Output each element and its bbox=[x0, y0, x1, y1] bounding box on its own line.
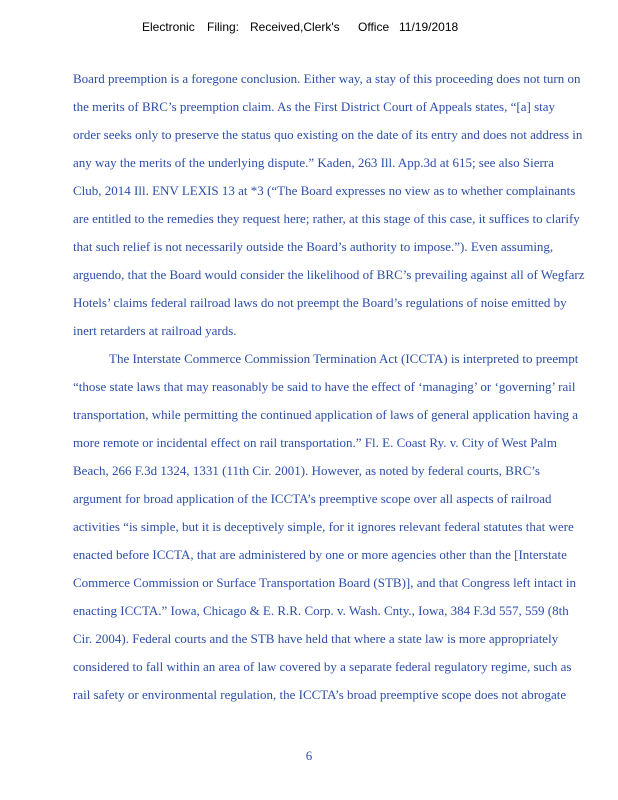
text-line: more remote or incidental effect on rail transportation.” Fl. E. Coast Ry. v. City of West Palm bbox=[73, 435, 558, 450]
text-line: Cir. 2004). Federal courts and the STB have held that where a state law is more appropriately bbox=[73, 631, 559, 646]
header-filing: Filing: bbox=[207, 20, 240, 34]
text-line: Club, 2014 Ill. ENV LEXIS 13 at *3 (“The Board expresses no view as to whether complainants bbox=[73, 183, 576, 198]
text-line: enacted before ICCTA, that are administered by one or more agencies other than the [Interstate bbox=[73, 547, 567, 562]
text-line: activities “is simple, but it is deceptively simple, for it ignores relevant federal statutes that were bbox=[73, 519, 574, 534]
header-electronic: Electronic bbox=[142, 20, 195, 34]
text-line: argument for broad application of the ICCTA’s preemptive scope over all aspects of railroad bbox=[73, 491, 552, 506]
text-line: are entitled to the remedies they request here; rather, at this stage of this case, it suffices to clarify bbox=[73, 211, 580, 226]
text-line: arguendo, that the Board would consider the likelihood of BRC’s prevailing against all of Wegfarz bbox=[73, 267, 585, 282]
header-date: 11/19/2018 bbox=[399, 20, 459, 34]
header-office: Office bbox=[358, 20, 390, 34]
page-number: 6 bbox=[305, 748, 313, 763]
text-line: that such relief is not necessarily outside the Board’s authority to impose.”). Even assuming, bbox=[73, 239, 554, 254]
text-line: the merits of BRC’s preemption claim. As the First District Court of Appeals states, “[a] stay bbox=[73, 99, 556, 114]
text-line: any way the merits of the underlying dispute.” Kaden, 263 Ill. App.3d at 615; see also Sierra bbox=[73, 155, 554, 170]
paragraph-first-line: The Interstate Commerce Commission Termination Act (ICCTA) is interpreted to preempt bbox=[109, 351, 579, 366]
filing-stamp-header bbox=[0, 20, 618, 36]
text-line: Hotels’ claims federal railroad laws do not preempt the Board’s regulations of noise emitted by bbox=[73, 295, 567, 310]
document-body bbox=[73, 65, 593, 709]
text-line: order seeks only to preserve the status quo existing on the date of its entry and does not address in bbox=[73, 127, 583, 142]
header-received: Received,Clerk's bbox=[250, 20, 340, 34]
text-line: Board preemption is a foregone conclusion. Either way, a stay of this proceeding does not turn on bbox=[73, 71, 581, 86]
text-line: enacting ICCTA.” Iowa, Chicago & E. R.R. Corp. v. Wash. Cnty., Iowa, 384 F.3d 557, 559 (8th bbox=[73, 603, 569, 618]
text-line: transportation, while permitting the continued application of laws of general application having a bbox=[73, 407, 579, 422]
text-line: considered to fall within an area of law covered by a separate federal regulatory regime, such as bbox=[73, 659, 572, 674]
text-line: rail safety or environmental regulation, the ICCTA’s broad preemptive scope does not abrogate bbox=[73, 687, 567, 702]
text-line: Beach, 266 F.3d 1324, 1331 (11th Cir. 2001). However, as noted by federal courts, BRC’s bbox=[73, 463, 540, 478]
text-line: Commerce Commission or Surface Transportation Board (STB)], and that Congress left intact in bbox=[73, 575, 576, 590]
text-line: inert retarders at railroad yards. bbox=[73, 323, 237, 338]
text-line: “those state laws that may reasonably be said to have the effect of ‘managing’ or ‘governing’ rail bbox=[73, 379, 576, 394]
